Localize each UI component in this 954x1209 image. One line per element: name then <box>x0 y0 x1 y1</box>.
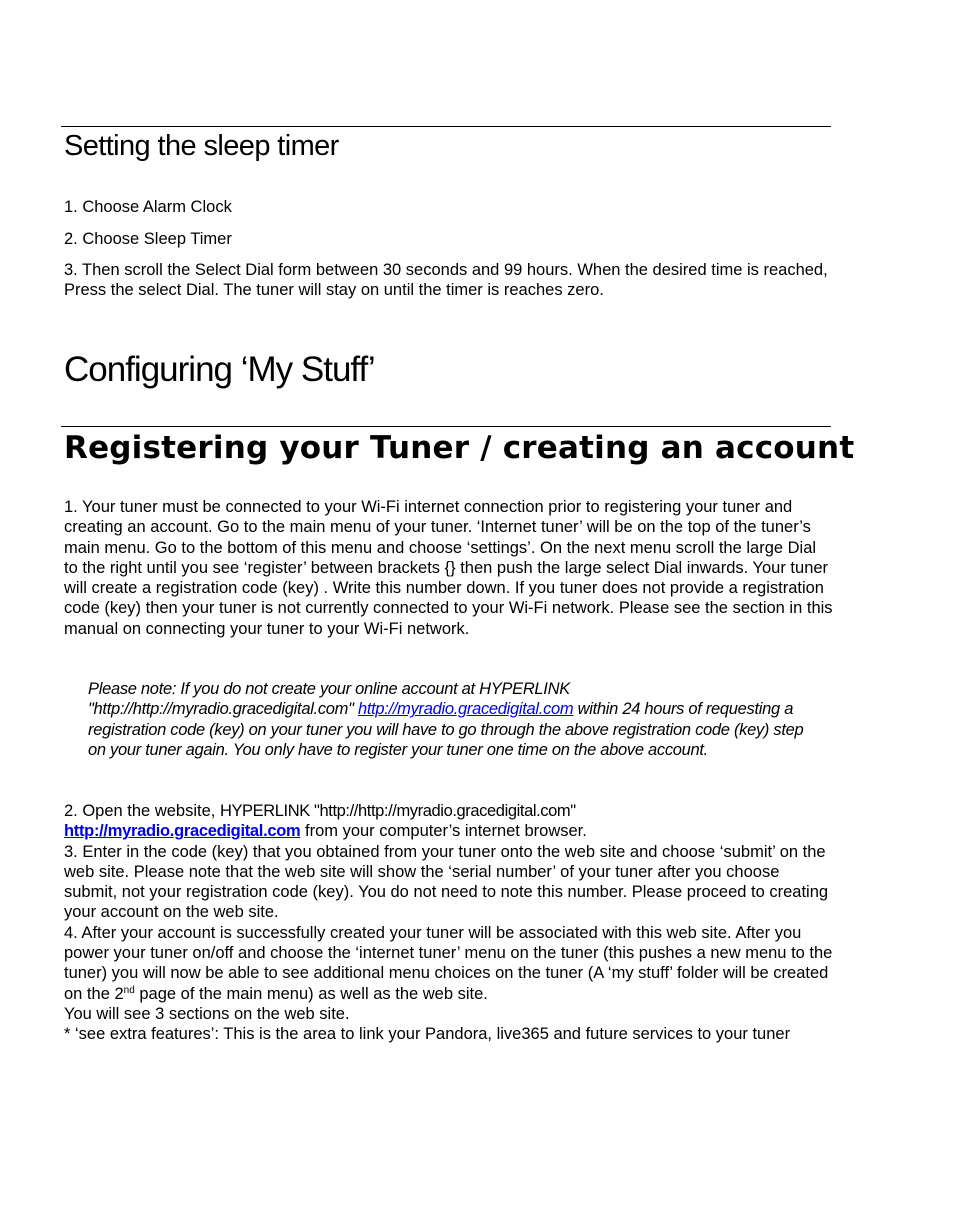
step2-prefix: 2. Open the website, <box>64 802 220 820</box>
step4-suffix: page of the main menu) as well as the web site. <box>134 984 488 1003</box>
top-divider <box>61 126 831 127</box>
step2-field-code: HYPERLINK "http://http://myradio.gracedigital.com" <box>219 802 576 820</box>
registration-note <box>88 679 808 760</box>
step4-prefix: 4. After your account is successfully created your tuner will be associated with this web site. After you power your tuner on/off and choose the ‘internet tuner’ menu on the tuner (this pushes a new menu to the tuner) you will now be able to see additional menu choices on the tuner (A ‘my stuff’ folder will be created on the 2 <box>64 923 833 1003</box>
note-link[interactable]: http://myradio.gracedigital.com <box>357 700 574 719</box>
register-steps-2-4 <box>64 801 834 1045</box>
section-divider <box>61 426 831 427</box>
step2-suffix: from your computer’s internet browser. <box>300 822 587 841</box>
sleep-step-1: 1. Choose Alarm Clock <box>64 198 232 216</box>
extra-features-line: * ‘see extra features’: This is the area to link your Pandora, live365 and future services to your tuner <box>64 1025 791 1044</box>
register-heading: Registering your Tuner / creating an account <box>64 430 855 466</box>
step2-link[interactable]: http://myradio.gracedigital.com <box>64 822 301 841</box>
sleep-step-2: 2. Choose Sleep Timer <box>64 230 232 248</box>
register-step-1: 1. Your tuner must be connected to your Wi-Fi internet connection prior to registering your tuner and creating an account. Go to the main menu of your tuner. ‘Internet tuner’ will be on the top of the tuner’s main menu. Go to the bottom of this menu and choose ‘settings’. On the next menu scroll the large Dial to the right until you see ‘register’ between brackets {} then push the large select Dial inwards. Your tuner will create a registration code (key) . Write this number down. If you tuner does not provide a registration code (key) then your tuner is not currently connected to your Wi-Fi network. Please see the section in this manual on connecting your tuner to your Wi-Fi network. <box>64 498 833 638</box>
sleep-step-3: 3. Then scroll the Select Dial form between 30 seconds and 99 hours. When the desired time is reached, Press the select Dial. The tuner will stay on until the timer is reaches zero. <box>64 261 828 300</box>
sections-line: You will see 3 sections on the web site. <box>64 1004 350 1023</box>
note-prefix: Please note: If you do not create your online account at HYPERLINK "http://http://myradio.gracedigital.com" <box>88 680 570 719</box>
step4-superscript: nd <box>123 984 135 996</box>
note-suffix: within 24 hours of requesting a registration code (key) on your tuner you will have to go through the above registration code (key) step on your tuner again. You only have to register your tuner one time on the above account. <box>88 700 804 759</box>
register-step-3: 3. Enter in the code (key) that you obtained from your tuner onto the web site and choose ‘submit’ on the web site. Please note that the web site will show the ‘serial number’ of your tuner after you choose submit, not your registration code (key). You do not need to note this number. Please proceed to creating your account on the web site. <box>64 842 829 922</box>
my-stuff-heading: Configuring ‘My Stuff’ <box>64 350 375 389</box>
sleep-timer-heading: Setting the sleep timer <box>64 130 339 162</box>
